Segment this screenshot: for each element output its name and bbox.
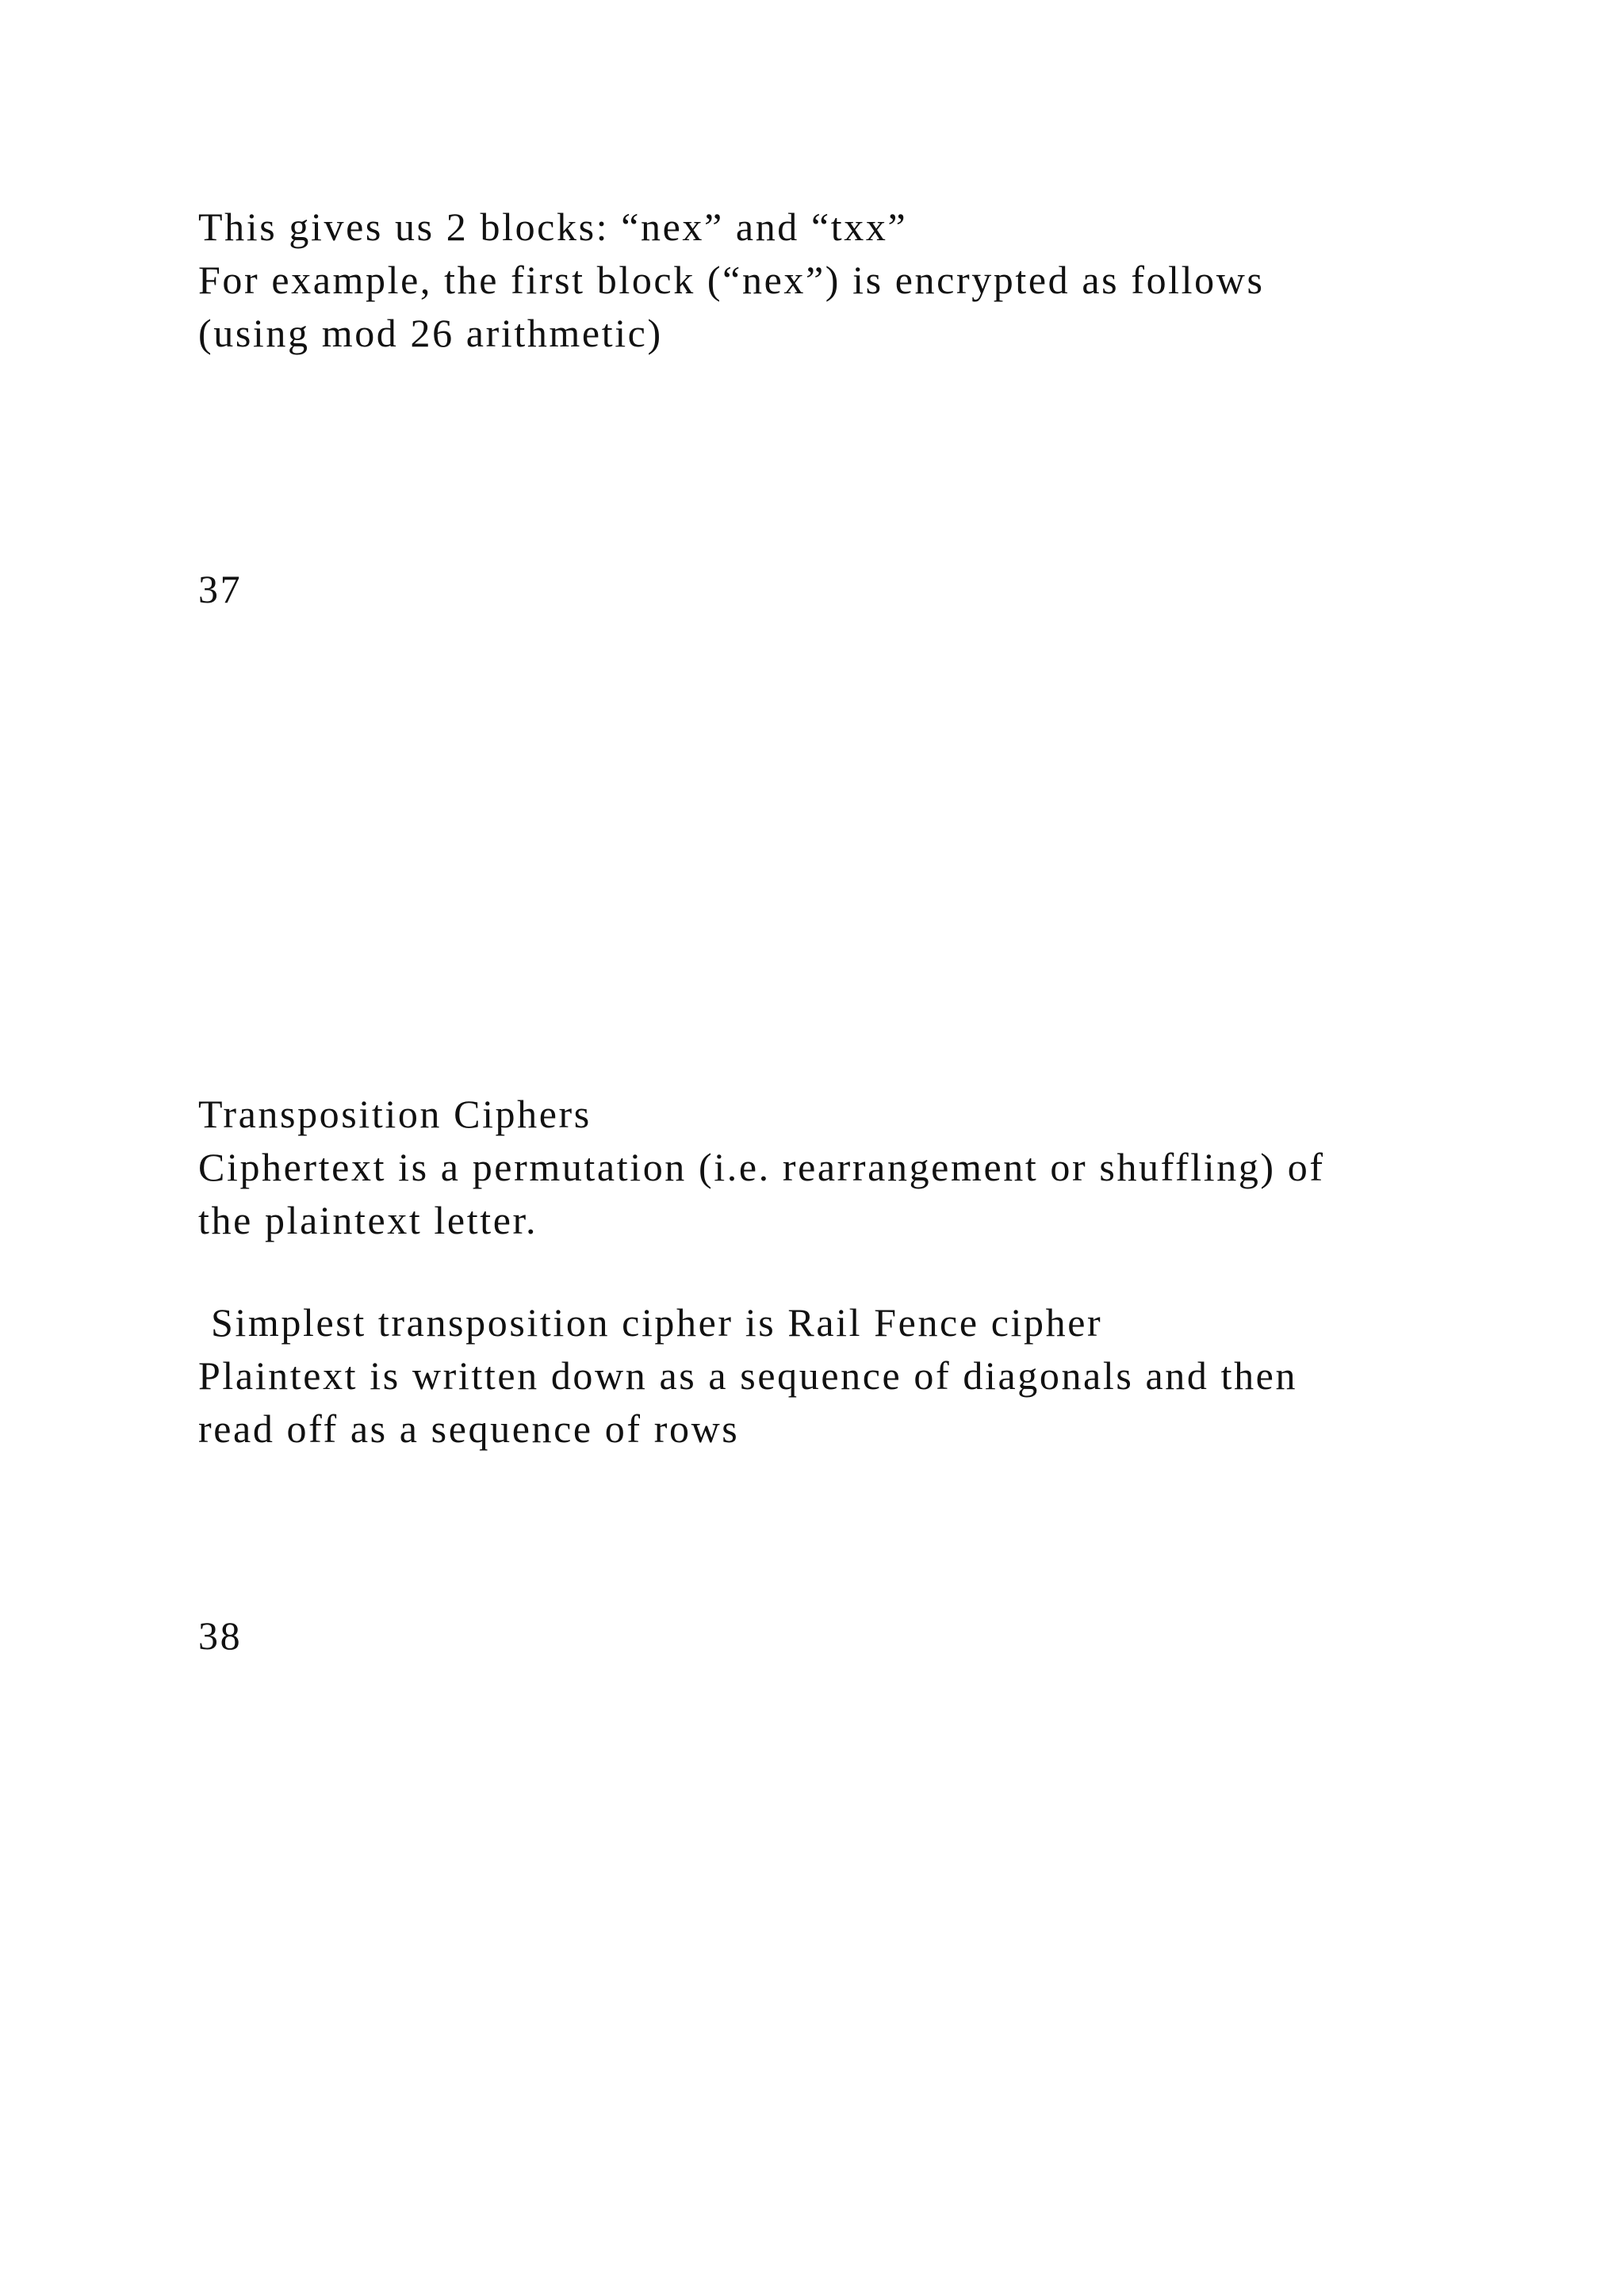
blocks-sentence: This gives us 2 blocks: “nex” and “txx”	[198, 205, 908, 249]
rail-fence-line-2: read off as a sequence of rows	[198, 1406, 740, 1451]
page-number-38: 38	[198, 1613, 243, 1658]
section-heading: Transposition Ciphers	[198, 1092, 592, 1136]
page-number-37: 37	[198, 567, 243, 611]
rail-fence-heading: Simplest transposition cipher is Rail Fence cipher	[211, 1300, 1103, 1345]
example-sentence-continued: (using mod 26 arithmetic)	[198, 311, 663, 355]
example-sentence: For example, the first block (“nex”) is encrypted as follows	[198, 258, 1265, 302]
definition-line-2: the plaintext letter.	[198, 1198, 538, 1242]
rail-fence-line-1: Plaintext is written down as a sequence of diagonals and then	[198, 1353, 1298, 1398]
definition-line-1: Ciphertext is a permutation (i.e. rearrangement or shuffling) of	[198, 1145, 1325, 1189]
